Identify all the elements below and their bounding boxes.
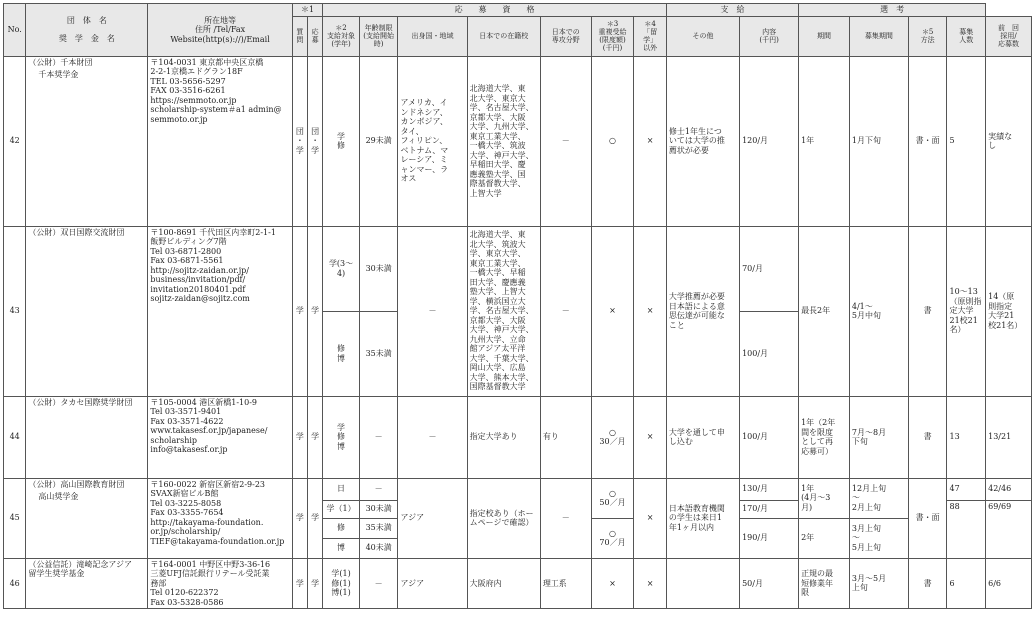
age-limit: 29未満 [359, 56, 398, 226]
prev: 6/6 [986, 558, 1032, 609]
origin: アジア [398, 478, 467, 558]
apply: 学 [308, 478, 323, 558]
amount: 100/月 [740, 311, 799, 396]
age-limit: 40未満 [359, 538, 398, 558]
major: － [540, 226, 591, 396]
age-limit: 30未満 [359, 500, 398, 518]
apply: 学 [308, 396, 323, 478]
address: 〒100-8691 千代田区内幸町2-1-1 飯野ビルディング7階 Tel 03-6871-2800 Fax 03-6871-5561 http://sojitz-zaidan.or.jp/ business/invitation/pdf/ invitation20180401.pdf sojitz-zaidan@sojitz.com [148, 226, 292, 396]
major: 有り [540, 396, 591, 478]
header-origin: 出身国・地域 [398, 16, 467, 56]
prev: 14（原 則指定 大学21 校21名） [986, 226, 1032, 396]
inquiry: 団 ・ 学 [292, 56, 307, 226]
org-name: （公財）双日国際交流財団 [26, 226, 148, 396]
prev: 42/46 [986, 478, 1032, 500]
school: 大阪府内 [467, 558, 540, 609]
header-address: 所在地等 住所 /Tel/Fax Website(http(s)://)/Email [148, 4, 292, 57]
recruit-period: 3月～5月 上旬 [849, 558, 908, 609]
apply: 学 [308, 558, 323, 609]
header-note1: ＊1 [292, 4, 323, 17]
method: 書 [908, 558, 947, 609]
prev: 69/69 [986, 500, 1032, 558]
inquiry: 学 [292, 226, 307, 396]
amount: 70/月 [740, 226, 799, 311]
header-prev: 前 回 採用/ 応募数 [986, 16, 1032, 56]
target: 修 博 [323, 311, 360, 396]
prev: 実績な し [986, 56, 1032, 226]
dup: × [591, 558, 634, 609]
ryugaku: × [634, 226, 667, 396]
inquiry: 学 [292, 396, 307, 478]
header-school: 日本での在籍校 [467, 16, 540, 56]
count: 5 [947, 56, 986, 226]
header-selection: 選 考 [799, 4, 986, 17]
count: 88 [947, 500, 986, 558]
major: 理工系 [540, 558, 591, 609]
origin: － [398, 226, 467, 396]
table-row [4, 56, 1032, 226]
header-recruit-period: 募集期間 [849, 16, 908, 56]
apply: 学 [308, 226, 323, 396]
dup: ○ 70／月 [591, 518, 634, 558]
target: 学 修 博 [323, 396, 360, 478]
apply: 団 ・ 学 [308, 56, 323, 226]
row-no: 44 [4, 396, 26, 478]
origin: アメリカ、イ ンドネシア、 カンボジア、 タイ、 フィリピン、 ベトナム、マ レーシア、ミ ャンマー、ラ オス [398, 56, 467, 226]
method: 書 [908, 226, 947, 396]
header-dup: ＊3 重複受給 (限度額) (千円) [591, 16, 634, 56]
major: － [540, 56, 591, 226]
header-target: ＊2 支給対象 (学年) [323, 16, 360, 56]
origin: アジア [398, 558, 467, 609]
amount: 120/月 [740, 56, 799, 226]
age-limit: － [359, 558, 398, 609]
other: 日本語教育機関 の学生は来日1 年1ヶ月以内 [666, 478, 739, 558]
header-apply: 応募 [308, 16, 323, 56]
header-payment: 支 給 [666, 4, 798, 17]
address: 〒164-0001 中野区中野3-36-16 三菱UFJ信託銀行リテール受託業 務部 Tel 0120-622372 Fax 03-5328-0586 [148, 558, 292, 609]
header-age: 年齢制限 (支給開始時) [359, 16, 398, 56]
other: 大学推薦が必要 日本語による意 思伝達が可能な こと [666, 226, 739, 396]
period: 1年（2年 間を限度 として再 応募可） [799, 396, 850, 478]
school: 指定校あり（ホー ムページで確認） [467, 478, 540, 558]
header-count: 募集 人数 [947, 16, 986, 56]
header-method: ＊5 方法 [908, 16, 947, 56]
dup: ○ 50／月 [591, 478, 634, 518]
recruit-period: 7月～8月 下旬 [849, 396, 908, 478]
ryugaku: × [634, 56, 667, 226]
method: 書・面 [908, 478, 947, 558]
recruit-period: 1月下旬 [849, 56, 908, 226]
table-row [4, 396, 1032, 478]
school: 北海道大学、東 北大学、東京大 学、名古屋大学、 京都大学、大阪 大学、九州大学、 東京工業大学、 一橋大学、筑波 大学、神戸大学、 早稲田大学、慶 應義塾大学、国 際基督教大学、 上智大学 [467, 56, 540, 226]
header-no: No. [4, 4, 26, 57]
inquiry: 学 [292, 478, 307, 558]
amount: 190/月 [740, 518, 799, 558]
row-no: 46 [4, 558, 26, 609]
amount: 170/月 [740, 500, 799, 518]
count: 6 [947, 558, 986, 609]
target: 博 [323, 538, 360, 558]
target: 日 [323, 478, 360, 500]
age-limit: － [359, 396, 398, 478]
header-period: 期間 [799, 16, 850, 56]
prev: 13/21 [986, 396, 1032, 478]
school: 指定大学あり [467, 396, 540, 478]
header-inquiry: 質問 [292, 16, 307, 56]
table-row [4, 226, 1032, 311]
address: 〒105-0004 港区新橋1-10-9 Tel 03-3571-9401 Fax 03-3571-4622 www.takasesf.or.jp/japanese/ scholarship info@takasesf.or.jp [148, 396, 292, 478]
amount: 100/月 [740, 396, 799, 478]
address: 〒160-0022 新宿区新宿2-9-23 SVAX新宿ビルB館 Tel 03-3225-8058 Fax 03-3355-7654 http://takayama-foundation. or.jp/scholarship/ TIEF@takayama-foundation.or.jp [148, 478, 292, 558]
method: 書 [908, 396, 947, 478]
period: 1年 (4月～3 月) [799, 478, 850, 518]
period: 1年 [799, 56, 850, 226]
inquiry: 学 [292, 558, 307, 609]
origin: － [398, 396, 467, 478]
age-limit: － [359, 478, 398, 500]
recruit-period: 12月上旬 ～ 2月上旬 [849, 478, 908, 518]
period: 最長2年 [799, 226, 850, 396]
method: 書・面 [908, 56, 947, 226]
count: 10～13 （原則指 定大学 21校21 名） [947, 226, 986, 396]
school: 北海道大学、東 北大学、筑波大 学、東京大学、 東京工業大学、 一橋大学、早稲 田大学、慶應義 塾大学、上智大 学、横浜国立大 学、名古屋大学、 京都大学、大阪 大学、神戸大学、 九州大学、立命 館アジア太平洋 大学、千葉大学、 岡山大学、広島 大学、熊本大学、 国際基督教大学 [467, 226, 540, 396]
header-org: 団 体 名 奨 学 金 名 [26, 4, 148, 57]
recruit-period: 3月上旬 ～ 5月上旬 [849, 518, 908, 558]
dup: × [591, 226, 634, 396]
address: 〒104-0031 東京都中央区京橋 2-2-1京橋エドグラン18F TEL 03-5656-5297 FAX 03-3516-6261 https://semmoto.or.jp scholarship-system＃a1 admin@ semmoto.or.jp [148, 56, 292, 226]
other: 大学を通して申 し込む [666, 396, 739, 478]
count: 13 [947, 396, 986, 478]
row-no: 42 [4, 56, 26, 226]
table-row [4, 558, 1032, 609]
age-limit: 35未満 [359, 311, 398, 396]
header-ryugaku: ＊4 「留学」 以外 [634, 16, 667, 56]
target: 修 [323, 518, 360, 538]
target: 学 修 [323, 56, 360, 226]
ryugaku: × [634, 478, 667, 558]
table-row [4, 478, 1032, 500]
amount: 50/月 [740, 558, 799, 609]
header-amount: 内容 (千円) [740, 16, 799, 56]
recruit-period: 4/1～ 5月中旬 [849, 226, 908, 396]
age-limit: 30未満 [359, 226, 398, 311]
amount: 130/月 [740, 478, 799, 500]
target: 学（1） [323, 500, 360, 518]
org-name: （公益信託）滝崎記念アジア 留学生奨学基金 [26, 558, 148, 609]
org-name: （公財）高山国際教育財団 高山奨学金 [26, 478, 148, 558]
org-name: （公財）千本財団 千本奨学金 [26, 56, 148, 226]
period: 2年 [799, 518, 850, 558]
row-no: 43 [4, 226, 26, 396]
org-name: （公財）タカセ国際奨学財団 [26, 396, 148, 478]
count: 47 [947, 478, 986, 500]
period: 正規の最 短修業年 限 [799, 558, 850, 609]
major: － [540, 478, 591, 558]
target: 学(1) 修(1) 博(1) [323, 558, 360, 609]
header-other: その他 [666, 16, 739, 56]
other: 修士1年生につ いては大学の推 薦状が必要 [666, 56, 739, 226]
scholarship-table [3, 3, 1032, 609]
target: 学(3～4) [323, 226, 360, 311]
other [666, 558, 739, 609]
row-no: 45 [4, 478, 26, 558]
age-limit: 35未満 [359, 518, 398, 538]
header-eligibility: 応 募 資 格 [323, 4, 667, 17]
header-major: 日本での 専攻分野 [540, 16, 591, 56]
ryugaku: × [634, 396, 667, 478]
dup: ○ [591, 56, 634, 226]
dup: ○ 30／月 [591, 396, 634, 478]
ryugaku: × [634, 558, 667, 609]
